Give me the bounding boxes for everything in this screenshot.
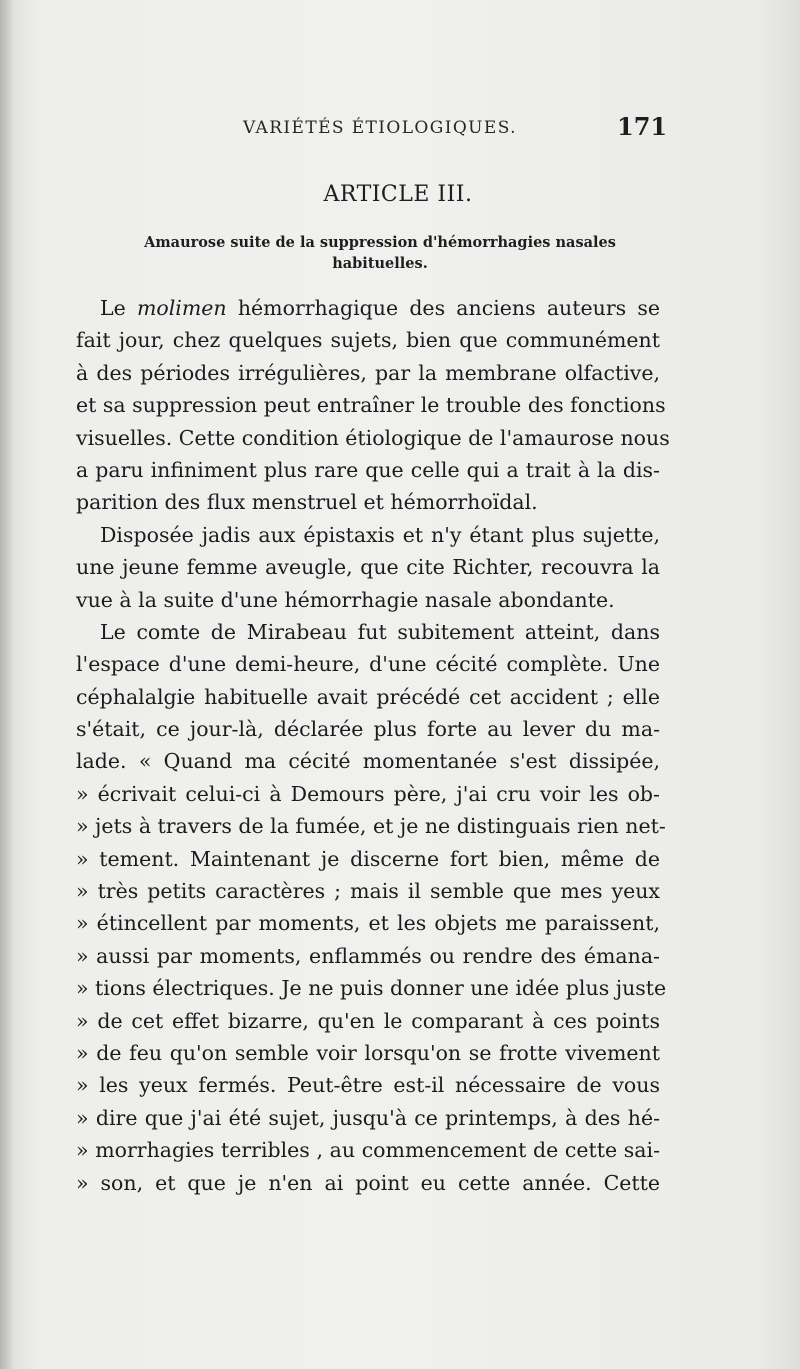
text-line: » étincellent par moments, et les objets me paraissent, — [76, 911, 660, 936]
text-line: une jeune femme aveugle, que cite Richter, recouvra la — [76, 555, 660, 580]
paragraph — [76, 616, 667, 1199]
text-line: » très petits caractères ; mais il semble que mes yeux — [76, 879, 660, 904]
text-line: » écrivait celui-ci à Demours père, j'ai cru voir les ob- — [76, 781, 660, 806]
text-line: céphalalgie habituelle avait précédé cet accident ; elle — [76, 684, 660, 709]
text-line: » tions électriques. Je ne puis donner une idée plus juste — [76, 976, 667, 1001]
text-line: » de cet effet bizarre, qu'en le comparant à ces points — [76, 1008, 660, 1033]
paragraph — [76, 292, 670, 519]
text-line: lade. « Quand ma cécité momentanée s'est dissipée, — [76, 749, 660, 774]
subtitle-line: habituelles. — [332, 255, 428, 272]
page-number: 171 — [617, 112, 668, 141]
text-line: parition des flux menstruel et hémorrhoïdal. — [76, 490, 538, 515]
text-line: visuelles. Cette condition étiologique de l'amaurose nous — [76, 425, 670, 450]
subtitle-line: Amaurose suite de la suppression d'hémorrhagies nasales — [144, 234, 616, 251]
text-line: » jets à travers de la fumée, et je ne distinguais rien net- — [76, 814, 666, 839]
article-heading-text: ARTICLE III. — [323, 182, 473, 207]
text-line: » tement. Maintenant je discerne fort bien, même de — [76, 846, 660, 871]
text-span: Le — [100, 296, 137, 320]
text-line: et sa suppression peut entraîner le trouble des fonctions — [76, 393, 666, 418]
text-span: hémorrhagique des anciens auteurs se — [226, 296, 660, 320]
body-text — [76, 292, 670, 1199]
article-heading — [0, 182, 800, 207]
text-line: à des périodes irrégulières, par la membrane olfactive, — [76, 360, 660, 385]
text-line: Disposée jadis aux épistaxis et n'y étant plus sujette, — [100, 522, 660, 547]
text-line: » de feu qu'on semble voir lorsqu'on se frotte vivement — [76, 1040, 660, 1065]
text-line: l'espace d'une demi-heure, d'une cécité complète. Une — [76, 652, 660, 677]
text-line: » dire que j'ai été sujet, jusqu'à ce printemps, à des hé- — [76, 1105, 660, 1130]
text-line: » son, et que je n'en ai point eu cette année. Cette — [76, 1170, 660, 1195]
italic-word: molimen — [136, 296, 227, 320]
paragraph — [76, 519, 660, 616]
running-title: VARIÉTÉS ÉTIOLOGIQUES. — [243, 118, 517, 138]
text-line: vue à la suite d'une hémorrhagie nasale abondante. — [76, 587, 615, 612]
running-head — [0, 112, 800, 148]
text-line: a paru infiniment plus rare que celle qui a trait à la dis- — [76, 457, 660, 482]
text-line: » les yeux fermés. Peut-être est-il nécessaire de vous — [76, 1073, 660, 1098]
text-line: » morrhagies terribles , au commencement de cette sai- — [76, 1138, 660, 1163]
text-line — [76, 292, 660, 324]
text-line: » aussi par moments, enflammés ou rendre des émana- — [76, 943, 660, 968]
text-line: Le comte de Mirabeau fut subitement atteint, dans — [100, 619, 660, 644]
text-line: s'était, ce jour-là, déclarée plus forte au lever du ma- — [76, 717, 660, 742]
text-line: fait jour, chez quelques sujets, bien que communément — [76, 328, 660, 353]
article-subtitle — [100, 232, 660, 274]
